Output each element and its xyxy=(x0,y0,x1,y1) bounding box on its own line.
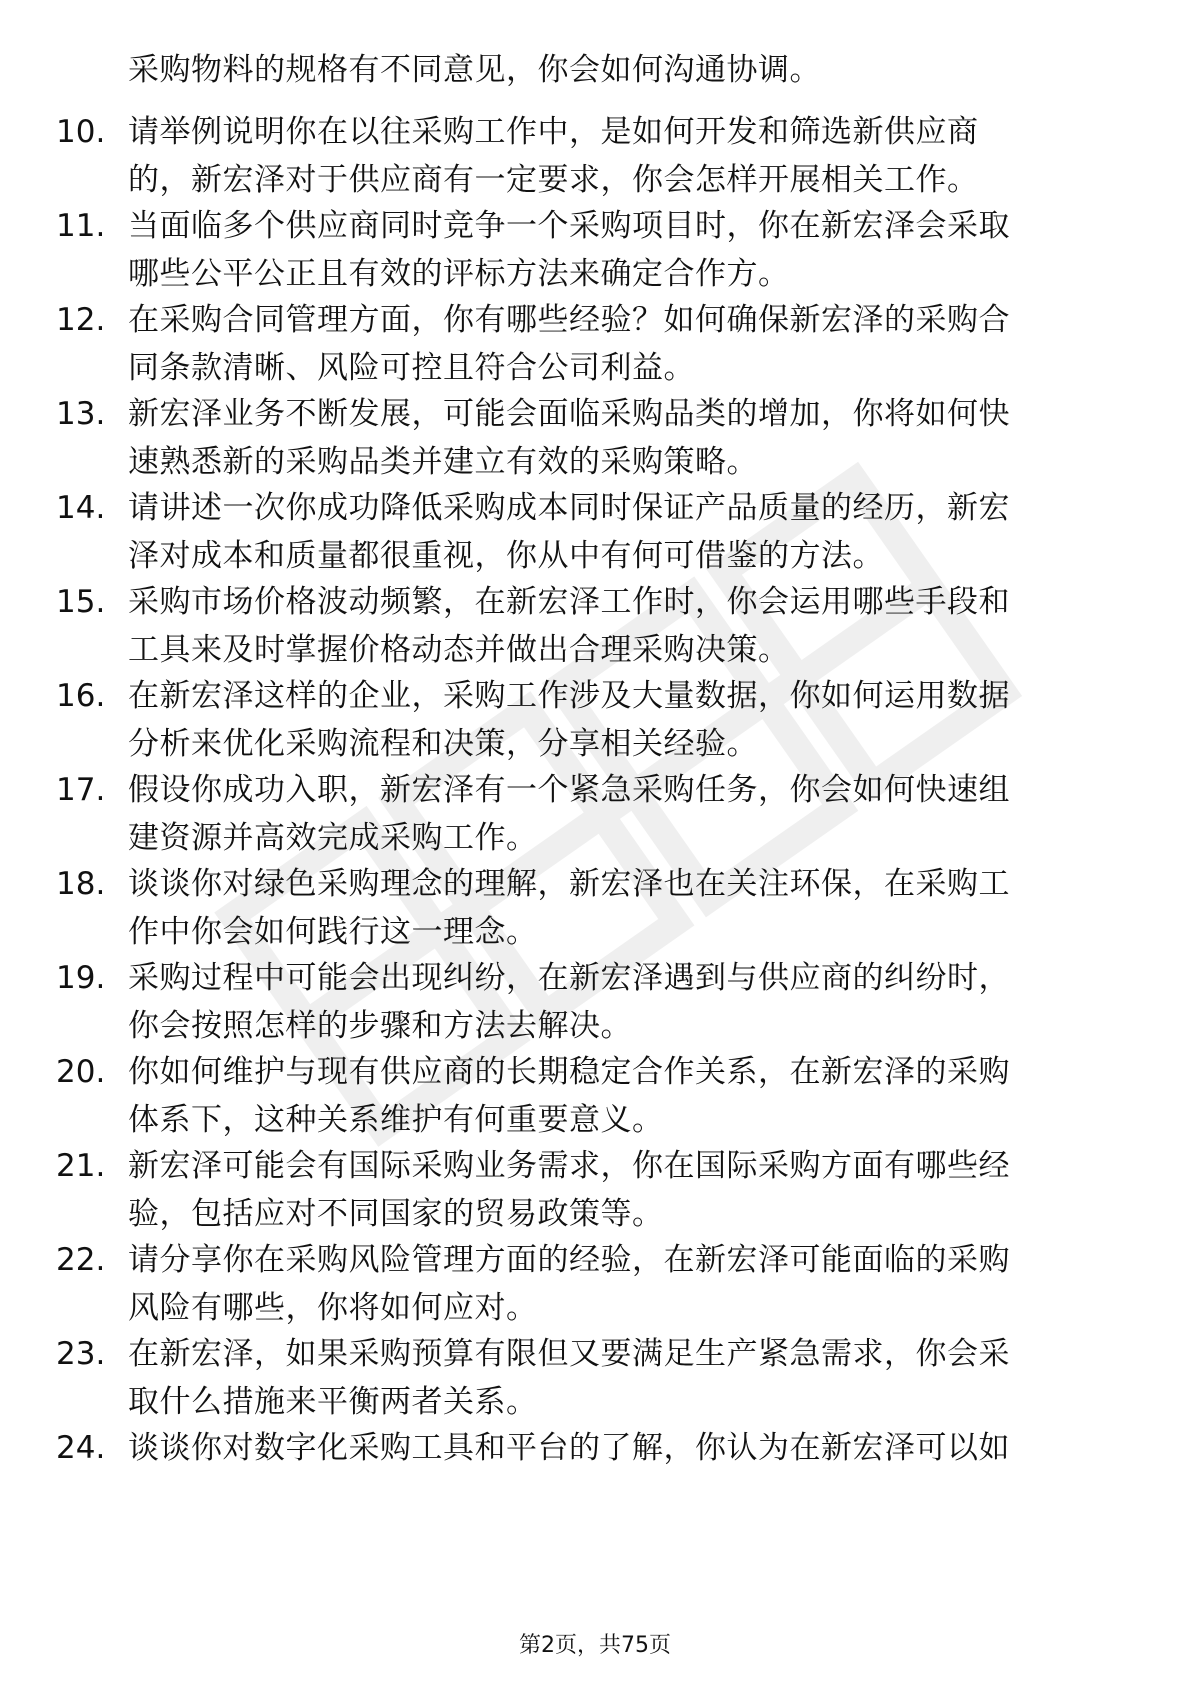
question-line: 的，新宏泽对于供应商有一定要求，你会怎样开展相关工作。 xyxy=(128,162,979,198)
question-number: 20. xyxy=(56,1054,106,1090)
question-text xyxy=(128,484,1010,580)
question-number: 22. xyxy=(56,1242,106,1278)
question-line: 建资源并高效完成采购工作。 xyxy=(128,820,538,856)
question-number: 17. xyxy=(56,772,106,808)
question-number: 23. xyxy=(56,1336,106,1372)
question-number: 13. xyxy=(56,396,106,432)
question-line: 分析来优化采购流程和决策，分享相关经验。 xyxy=(128,726,758,762)
question-text xyxy=(128,108,979,204)
question-text xyxy=(128,202,1010,298)
question-line: 请讲述一次你成功降低采购成本同时保证产品质量的经历，新宏 xyxy=(128,490,1010,526)
question-line: 你如何维护与现有供应商的长期稳定合作关系，在新宏泽的采购 xyxy=(128,1054,1010,1090)
question-text xyxy=(128,672,1010,768)
question-line: 请分享你在采购风险管理方面的经验，在新宏泽可能面临的采购 xyxy=(128,1242,1010,1278)
question-line: 谈谈你对绿色采购理念的理解，新宏泽也在关注环保，在采购工 xyxy=(128,866,1010,902)
question-number: 12. xyxy=(56,302,106,338)
question-text xyxy=(128,578,1010,674)
question-line: 采购市场价格波动频繁，在新宏泽工作时，你会运用哪些手段和 xyxy=(128,584,1010,620)
question-number: 21. xyxy=(56,1148,106,1184)
question-line: 谈谈你对数字化采购工具和平台的了解，你认为在新宏泽可以如 xyxy=(128,1430,1010,1466)
question-number: 10. xyxy=(56,114,106,150)
question-line: 体系下，这种关系维护有何重要意义。 xyxy=(128,1102,664,1138)
page-footer: 第2页，共75页 xyxy=(519,1633,671,1658)
question-line: 在新宏泽这样的企业，采购工作涉及大量数据，你如何运用数据 xyxy=(128,678,1010,714)
question-line: 当面临多个供应商同时竞争一个采购项目时，你在新宏泽会采取 xyxy=(128,208,1010,244)
question-line: 假设你成功入职，新宏泽有一个紧急采购任务，你会如何快速组 xyxy=(128,772,1010,808)
question-text xyxy=(128,766,1010,862)
question-line: 在新宏泽，如果采购预算有限但又要满足生产紧急需求，你会采 xyxy=(128,1336,1010,1372)
question-text xyxy=(128,1142,1010,1238)
question-text xyxy=(128,1330,1010,1426)
question-line: 哪些公平公正且有效的评标方法来确定合作方。 xyxy=(128,256,790,292)
question-text xyxy=(128,1236,1010,1332)
question-number: 16. xyxy=(56,678,106,714)
question-text xyxy=(128,296,1010,392)
question-line: 你会按照怎样的步骤和方法去解决。 xyxy=(128,1008,632,1044)
question-line: 采购过程中可能会出现纠纷，在新宏泽遇到与供应商的纠纷时， xyxy=(128,960,1010,996)
question-number: 19. xyxy=(56,960,106,996)
question-text xyxy=(128,954,1010,1050)
question-line: 作中你会如何践行这一理念。 xyxy=(128,914,538,950)
question-text xyxy=(128,860,1010,956)
question-text xyxy=(128,1048,1010,1144)
question-line: 工具来及时掌握价格动态并做出合理采购决策。 xyxy=(128,632,790,668)
question-line: 速熟悉新的采购品类并建立有效的采购策略。 xyxy=(128,444,758,480)
question-line: 在采购合同管理方面，你有哪些经验？如何确保新宏泽的采购合 xyxy=(128,302,1010,338)
question-line: 验，包括应对不同国家的贸易政策等。 xyxy=(128,1196,664,1232)
question-line: 新宏泽可能会有国际采购业务需求，你在国际采购方面有哪些经 xyxy=(128,1148,1010,1184)
question-number: 14. xyxy=(56,490,106,526)
question-number: 15. xyxy=(56,584,106,620)
question-line: 风险有哪些，你将如何应对。 xyxy=(128,1290,538,1326)
question-line: 同条款清晰、风险可控且符合公司利益。 xyxy=(128,350,695,386)
question-number: 11. xyxy=(56,208,106,244)
question-text xyxy=(128,390,1010,486)
question-line: 请举例说明你在以往采购工作中，是如何开发和筛选新供应商 xyxy=(128,114,979,150)
question-line: 取什么措施来平衡两者关系。 xyxy=(128,1384,538,1420)
question-line: 新宏泽业务不断发展，可能会面临采购品类的增加，你将如何快 xyxy=(128,396,1010,432)
continuation-line: 采购物料的规格有不同意见，你会如何沟通协调。 xyxy=(128,52,821,88)
question-text xyxy=(128,1424,1010,1472)
question-number: 18. xyxy=(56,866,106,902)
question-number: 24. xyxy=(56,1430,106,1466)
question-line: 泽对成本和质量都很重视，你从中有何可借鉴的方法。 xyxy=(128,538,884,574)
